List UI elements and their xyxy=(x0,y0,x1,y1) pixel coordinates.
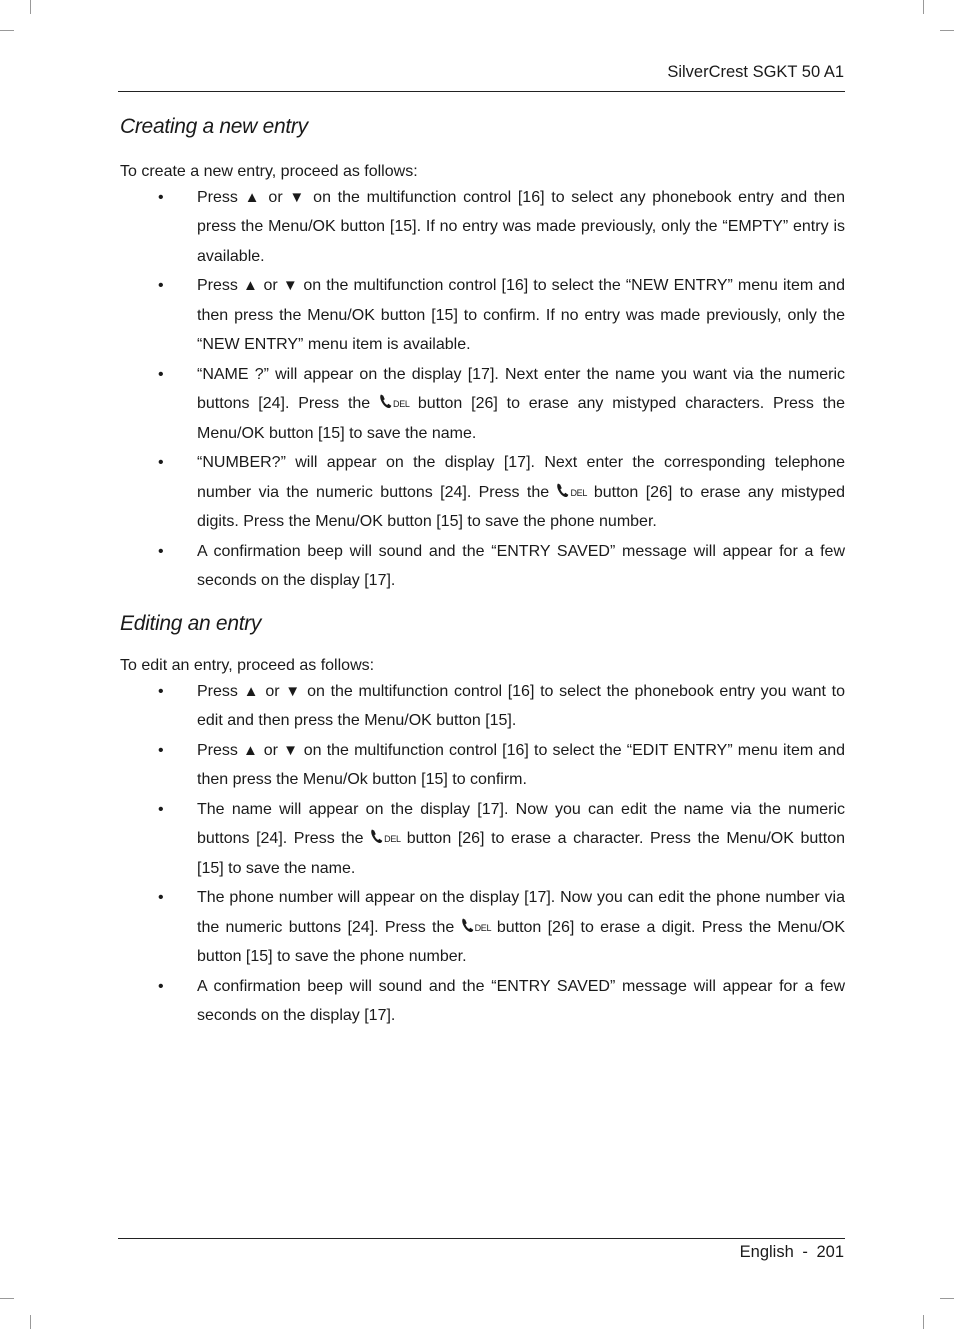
bullet-point: • xyxy=(158,365,164,383)
crop-mark xyxy=(940,1298,954,1299)
crop-mark xyxy=(0,1298,14,1299)
step-text: button [26] to erase any mistyped characters. Press the Menu/OK button [15] to save the name. xyxy=(197,395,845,442)
header-rule xyxy=(118,91,845,92)
arrow-down-icon: ▼ xyxy=(282,277,299,295)
crop-mark xyxy=(30,1315,31,1329)
footer-rule xyxy=(118,1238,845,1239)
step-text: on the multifunction control [16] to select any phonebook entry and then press the Menu/OK button [15]. If no entry was made previously, only the “EMPTY” entry is available. xyxy=(197,188,845,265)
step-text: “NUMBER?” will appear on the display [17]. Next enter the corresponding telephone number via the numeric buttons [24]. Press the xyxy=(197,454,845,501)
bullet-point: • xyxy=(158,188,164,206)
step-text: button [26] to erase any mistyped digits. Press the Menu/OK button [15] to save the phone number. xyxy=(197,483,845,531)
phone-del-icon xyxy=(556,482,586,498)
list-item xyxy=(120,736,845,795)
list-item xyxy=(120,448,845,537)
page-content xyxy=(120,110,845,1031)
arrow-up-icon: ▲ xyxy=(243,741,259,759)
bullet-point: • xyxy=(158,277,164,295)
phone-del-icon xyxy=(379,393,409,409)
list-item xyxy=(120,795,845,884)
step-text: or xyxy=(259,682,286,700)
section-title: Creating a new entry xyxy=(120,115,308,138)
del-label: DEL xyxy=(474,922,492,933)
section-intro: To edit an entry, proceed as follows: xyxy=(120,656,375,674)
del-label: DEL xyxy=(570,487,588,498)
step-text: on the multifunction control [16] to select the “NEW ENTRY” menu item and then press the Menu/OK button [15] to confirm. If no entry was made previously, only the “NEW ENTRY” menu item is available. xyxy=(197,277,845,354)
bullet-point: • xyxy=(158,889,164,907)
phone-del-icon xyxy=(370,828,400,844)
list-item xyxy=(120,183,845,272)
section-title: Editing an entry xyxy=(120,611,262,635)
footer-separator: - xyxy=(802,1243,808,1261)
arrow-up-icon: ▲ xyxy=(243,682,260,700)
bullet-point: • xyxy=(158,741,164,759)
list-item xyxy=(120,360,845,449)
bullet-point: • xyxy=(158,454,164,472)
step-text: button [26] to erase a character. Press the Menu/OK button [15] to save the name. xyxy=(197,830,845,877)
step-text: or xyxy=(258,741,284,759)
step-text: Press xyxy=(197,188,245,206)
footer-language: English xyxy=(739,1243,794,1261)
bullet-point: • xyxy=(158,542,164,560)
arrow-down-icon: ▼ xyxy=(285,682,302,700)
step-text: The name will appear on the display [17]. Now you can edit the name via the numeric buttons [24]. Press the xyxy=(197,800,845,848)
crop-mark xyxy=(923,0,924,14)
step-text: “NAME ?” will appear on the display [17]. Next enter the name you want via the numeric buttons [24]. Press the xyxy=(197,365,845,413)
step-text: or xyxy=(261,188,290,206)
crop-mark xyxy=(940,30,954,31)
section-intro: To create a new entry, proceed as follows: xyxy=(120,163,418,180)
arrow-down-icon: ▼ xyxy=(283,741,299,759)
bullet-point: • xyxy=(158,800,164,818)
steps-list xyxy=(120,677,845,1031)
bullet-point: • xyxy=(158,682,164,700)
list-item xyxy=(120,883,845,972)
step-text: A confirmation beep will sound and the “ENTRY SAVED” message will appear for a few seconds on the display [17]. xyxy=(197,542,845,590)
step-text: on the multifunction control [16] to select the “EDIT ENTRY” menu item and then press the Menu/Ok button [15] to confirm. xyxy=(197,741,845,789)
steps-list xyxy=(120,183,845,596)
step-text: Press xyxy=(197,741,244,759)
page-footer xyxy=(740,1243,844,1262)
step-text: on the multifunction control [16] to select the phonebook entry you want to edit and then press the Menu/OK button [15]. xyxy=(197,682,845,730)
step-text: The phone number will appear on the display [17]. Now you can edit the phone number via the numeric buttons [24]. Press the xyxy=(197,889,845,936)
list-item xyxy=(120,271,845,360)
list-item xyxy=(120,972,845,1031)
del-label: DEL xyxy=(393,399,410,410)
arrow-down-icon: ▼ xyxy=(289,188,307,206)
step-text: button [26] to erase a digit. Press the Menu/OK button [15] to save the phone number. xyxy=(197,918,846,966)
crop-mark xyxy=(0,30,14,31)
step-text: or xyxy=(258,277,283,295)
arrow-up-icon: ▲ xyxy=(242,277,259,295)
step-text: Press xyxy=(197,682,244,700)
step-text: Press xyxy=(197,277,243,295)
arrow-up-icon: ▲ xyxy=(244,188,262,206)
bullet-point: • xyxy=(158,977,164,995)
list-item xyxy=(120,537,845,596)
crop-mark xyxy=(923,1315,924,1329)
step-text: A confirmation beep will sound and the “ENTRY SAVED” message will appear for a few seconds on the display [17]. xyxy=(197,977,845,1025)
phone-del-icon xyxy=(461,917,491,933)
del-label: DEL xyxy=(384,834,401,845)
list-item xyxy=(120,677,845,736)
page-number: 201 xyxy=(816,1243,844,1261)
crop-mark xyxy=(30,0,31,14)
page-header-title: SilverCrest SGKT 50 A1 xyxy=(667,63,844,81)
